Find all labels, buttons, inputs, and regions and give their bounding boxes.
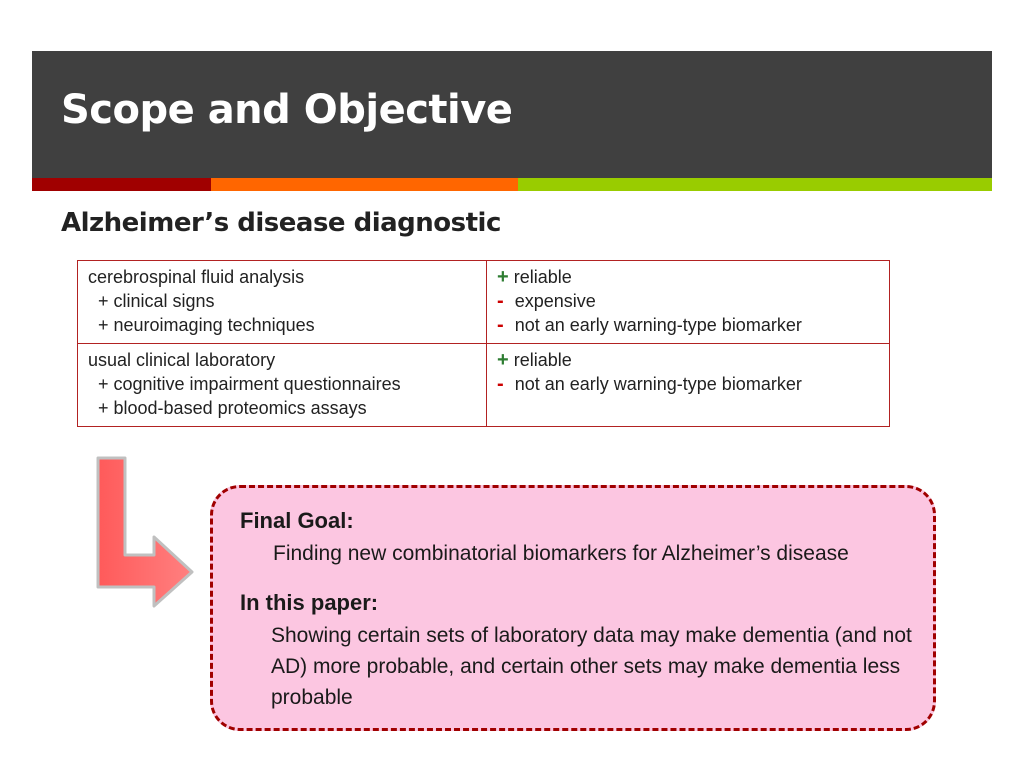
in-this-paper-text: Showing certain sets of laboratory data may make dementia (and not AD) more probable, and certain other sets may make dementia less probable: [271, 624, 912, 709]
assessment-text: reliable: [513, 267, 572, 287]
table-row: [78, 344, 890, 427]
section-subtitle: Alzheimer’s disease diagnostic: [61, 208, 501, 238]
in-this-paper-heading: In this paper:: [240, 590, 379, 615]
goal-box: [210, 485, 936, 731]
accent-stripe-orange: [211, 178, 518, 191]
diagnostic-comparison-table: [77, 260, 890, 427]
assessment-line: [497, 289, 879, 313]
methods-cell: [78, 261, 487, 344]
final-goal-heading: Final Goal:: [240, 508, 354, 533]
method-line: + clinical signs: [98, 291, 215, 311]
assessment-cell: [487, 344, 890, 427]
final-goal-text: Finding new combinatorial biomarkers for Alzheimer’s disease: [273, 542, 849, 565]
minus-sign: -: [497, 373, 504, 395]
assessment-text: reliable: [513, 350, 572, 370]
assessment-line: [497, 313, 879, 337]
accent-stripe-green: [518, 178, 992, 191]
method-line: + cognitive impairment questionnaires: [98, 374, 401, 394]
assessment-text: not an early warning-type biomarker: [514, 315, 802, 335]
plus-sign: +: [497, 266, 509, 288]
slide-title: Scope and Objective: [61, 87, 513, 133]
accent-stripe-red: [32, 178, 211, 191]
slide-header: [32, 51, 992, 178]
method-line: cerebrospinal fluid analysis: [88, 267, 305, 287]
minus-sign: -: [497, 290, 504, 312]
assessment-text: expensive: [514, 291, 596, 311]
assessment-line: [497, 348, 879, 372]
assessment-line: [497, 265, 879, 289]
table-row: [78, 261, 890, 344]
plus-sign: +: [497, 349, 509, 371]
method-line: usual clinical laboratory: [88, 350, 276, 370]
minus-sign: -: [497, 314, 504, 336]
assessment-text: not an early warning-type biomarker: [514, 374, 802, 394]
assessment-line: [497, 372, 879, 396]
assessment-cell: [487, 261, 890, 344]
method-line: + neuroimaging techniques: [98, 315, 315, 335]
methods-cell: [78, 344, 487, 427]
method-line: + blood-based proteomics assays: [98, 398, 367, 418]
down-right-arrow-icon: [92, 455, 202, 610]
